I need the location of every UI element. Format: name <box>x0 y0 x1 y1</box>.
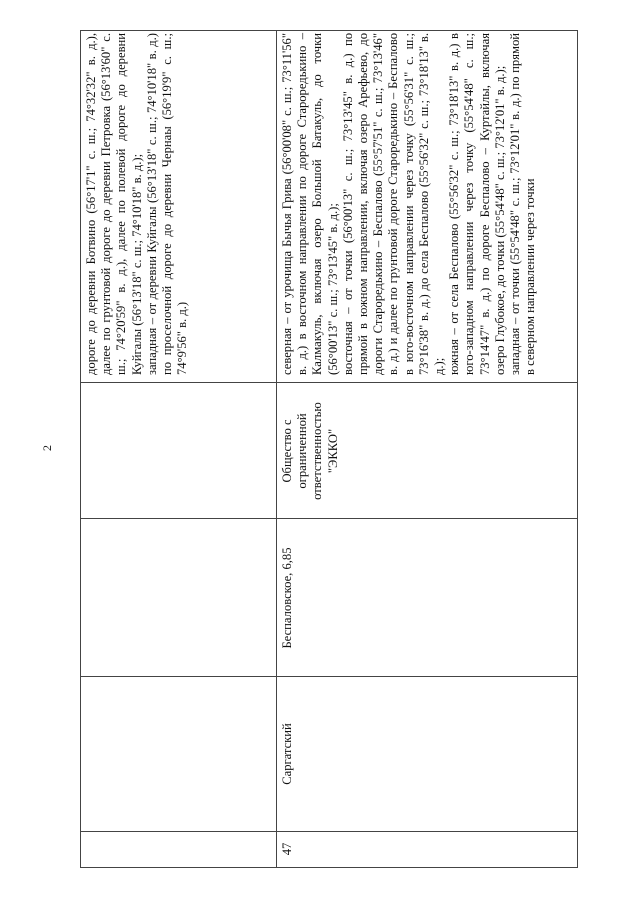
hunting-grounds-table <box>80 30 578 868</box>
row-description <box>280 33 538 375</box>
row-desc-line: северная – от урочища Бычья Грива (56°00'08" с. ш.; 73°11'56" в. д.) в восточном направлении по дороге Староредькино – Калмакуль, включая озеро Большой Батакуль, до точки (56°00'13" с. ш.; 73°13'45" в. д.); <box>280 33 340 375</box>
column-divider <box>81 518 577 519</box>
owner-cell: Общество с ограниченной ответственностью "ЭККО" <box>280 402 340 500</box>
page-number: 2 <box>40 445 54 451</box>
row-divider <box>276 31 277 867</box>
column-divider <box>81 676 577 677</box>
prev-row-desc-line: дороге до деревни Ботвино (56°17'1" с. ш.; 74°32'32" в. д.), далее по грунтовой дороге до деревни Петровка (56°13'60" с. ш.; 74°20'59" в. д.), далее по полевой дороге до деревни Куйгалы (56°13'18" с. ш.; 74°10'18" в. д.); <box>84 33 144 375</box>
column-divider <box>81 382 577 383</box>
row-desc-line: западная – от точки (55°54'48" с. ш.; 73°12'01" в. д.) по прямой в северном направлении через точки <box>508 33 538 375</box>
column-divider <box>81 831 577 832</box>
row-desc-line: южная – от села Беспалово (55°56'32" с. ш.; 73°18'13" в. д.) в юго-западном направлении через точку (55°54'48" с. ш.; 73°14'47" в. д.) по дороге Беспалово – Куртайлы, включая озеро Глубокое, до точки (55°54'48" с. ш.; 73°12'01" в. д.); <box>447 33 507 375</box>
hunting-site-cell: Беспаловское, 6,85 <box>280 547 294 649</box>
district-cell: Саргатский <box>280 723 294 785</box>
prev-row-description <box>84 33 190 375</box>
row-number: 47 <box>280 842 294 856</box>
prev-row-desc-line: западная – от деревни Куйгалы (56°13'18" с. ш.; 74°10'18" в. д.) по проселочной дороге до деревни Чернаы (56°19'9" с. ш.; 74°9'56" в. д.) <box>144 33 190 375</box>
row-desc-line: восточная – от точки (56°00'13" с. ш.; 73°13'45" в. д.) по прямой в южном направлении, включая озеро Арефьево, до дороги Староредькино – Беспалово (55°57'51" с. ш.; 73°13'46" в. д.) и далее по грунтовой дороге Староредькино – Беспалово в юго-восточном направлении через точку (55°56'31" с. ш.; 73°16'38" в. д.) до села Беспалово (55°56'32" с. ш.; 73°18'13" в. д.); <box>340 33 447 375</box>
